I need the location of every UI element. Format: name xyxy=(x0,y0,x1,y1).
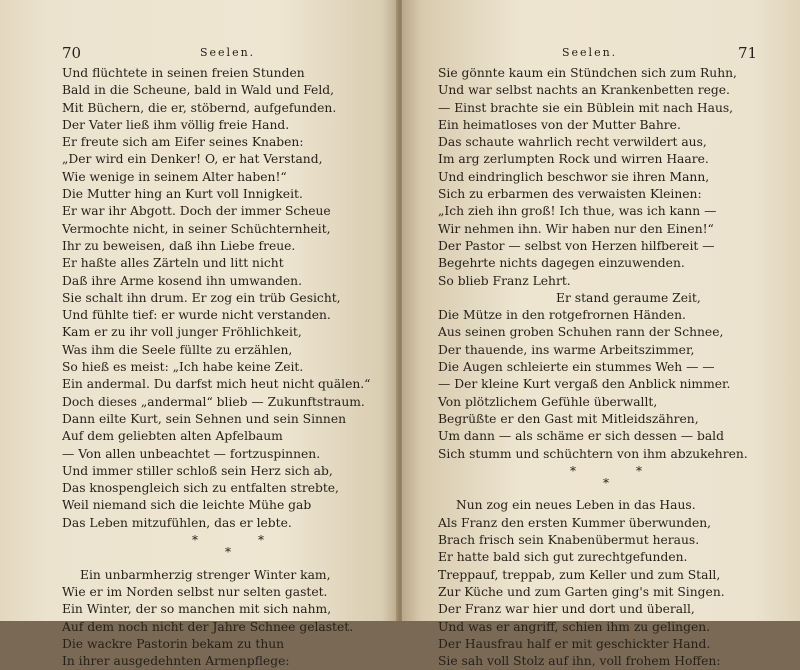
verse-line: Daß ihre Arme kosend ihn umwanden. xyxy=(62,273,302,288)
verse-line: Treppauf, treppab, zum Keller und zum Stall, xyxy=(438,567,721,582)
star-glyph: * xyxy=(258,533,264,548)
verse-line: Zur Küche und zum Garten ging's mit Singen. xyxy=(438,584,725,599)
verse-line: Und was er angriff, schien ihm zu gelingen. xyxy=(438,619,711,634)
verse-line: Sie sah voll Stolz auf ihn, voll frohem Hoffen: xyxy=(438,654,721,669)
verse-line: Begehrte nichts dagegen einzuwenden. xyxy=(438,256,685,271)
verse-line: Ein unbarmherzig strenger Winter kam, xyxy=(80,567,331,582)
verse-line: Auf dem geliebten alten Apfelbaum xyxy=(62,429,283,444)
running-header: Seelen. xyxy=(200,46,256,59)
verse-line: Ein heimatloses von der Mutter Bahre. xyxy=(438,117,681,132)
verse-line: Das knospengleich sich zu entfalten strebte, xyxy=(62,481,339,496)
verse-line: Wie wenige in seinem Alter haben!“ xyxy=(62,169,287,184)
verse-line: Die Mutter hing an Kurt voll Innigkeit. xyxy=(62,187,303,202)
star-glyph: * xyxy=(603,475,609,490)
verse-text xyxy=(62,65,371,670)
verse-line: So blieb Franz Lehrt. xyxy=(438,273,571,288)
verse-line: Und flüchtete in seinen freien Stunden xyxy=(62,66,305,80)
verse-line: Der Pastor — selbst von Herzen hilfbereit — xyxy=(438,238,715,253)
verse-line: Die wackre Pastorin bekam zu thun xyxy=(62,636,285,651)
verse-line: Sie schalt ihn drum. Er zog ein trüb Gesicht, xyxy=(62,290,341,305)
verse-line: „Ich zieh ihn groß! Ich thue, was ich kann — xyxy=(438,204,717,219)
verse-line: Nun zog ein neues Leben in das Haus. xyxy=(456,498,696,513)
verse-line: Dann eilte Kurt, sein Sehnen und sein Sinnen xyxy=(62,411,347,426)
verse-line: Aus seinen groben Schuhen rann der Schnee, xyxy=(438,325,724,340)
left-page xyxy=(0,0,398,669)
verse-line: Der Vater ließ ihm völlig freie Hand. xyxy=(62,117,290,132)
verse-line: In ihrer ausgedehnten Armenpflege: xyxy=(62,654,290,669)
verse-line: Die Mütze in den rotgefrornen Händen. xyxy=(438,308,686,323)
verse-line: Um dann — als schäme er sich dessen — bald xyxy=(438,429,724,444)
section-break-stars xyxy=(62,532,362,567)
verse-line: Ein Winter, der so manchen mit sich nahm, xyxy=(62,602,332,617)
verse-line: — Von allen unbeachtet — fortzuspinnen. xyxy=(62,446,321,461)
verse-line: Brach frisch sein Knabenübermut heraus. xyxy=(438,533,700,548)
verse-line: Bald in die Scheune, bald in Wald und Feld, xyxy=(62,83,335,98)
verse-line: Er haßte alles Zärteln und litt nicht xyxy=(62,256,284,271)
star-glyph: * xyxy=(225,545,231,560)
verse-line: Er freute sich am Eifer seines Knaben: xyxy=(62,135,304,150)
star-glyph: * xyxy=(570,463,576,478)
verse-line: Das schaute wahrlich recht verwildert aus, xyxy=(438,135,707,150)
verse-line: Wie er im Norden selbst nur selten gastet. xyxy=(62,584,328,599)
verse-line: Er stand geraume Zeit, xyxy=(556,290,701,305)
verse-line: Wir nehmen ihn. Wir haben nur den Einen!“ xyxy=(438,221,714,236)
verse-line: Sich zu erbarmen des verwaisten Kleinen: xyxy=(438,187,702,202)
star-glyph: * xyxy=(192,533,198,548)
verse-line: So hieß es meist: „Ich habe keine Zeit. xyxy=(62,360,304,375)
verse-line: Der Franz war hier und dort und überall, xyxy=(438,602,695,617)
verse-line: Sie gönnte kaum ein Stündchen sich zum Ruhn, xyxy=(438,66,737,80)
verse-line: Das Leben mitzufühlen, das er lebte. xyxy=(62,515,292,530)
verse-line: Die Augen schleierte ein stummes Weh — — xyxy=(438,360,715,375)
verse-line: Auf dem noch nicht der Jahre Schnee gelastet. xyxy=(62,619,354,634)
running-header: Seelen. xyxy=(562,46,618,59)
verse-line: Und immer stiller schloß sein Herz sich ab, xyxy=(62,463,333,478)
section-break-stars xyxy=(438,463,738,498)
verse-line: „Der wird ein Denker! O, er hat Verstand, xyxy=(62,152,323,167)
verse-line: — Der kleine Kurt vergaß den Anblick nimmer. xyxy=(438,377,731,392)
verse-line: Kam er zu ihr voll junger Fröhlichkeit, xyxy=(62,325,302,340)
verse-line: Und fühlte tief: er wurde nicht verstanden. xyxy=(62,308,331,323)
verse-line: Weil niemand sich die leichte Mühe gab xyxy=(62,498,312,513)
page-number: 70 xyxy=(62,44,82,62)
verse-line: Der thauende, ins warme Arbeitszimmer, xyxy=(438,342,695,357)
verse-line: Der Hausfrau half er mit geschickter Hand. xyxy=(438,636,711,651)
verse-line: Was ihm die Seele füllte zu erzählen, xyxy=(62,342,293,357)
verse-line: Mit Büchern, die er, stöbernd, aufgefunden. xyxy=(62,100,337,115)
verse-line: — Einst brachte sie ein Büblein mit nach Haus, xyxy=(438,100,734,115)
verse-line: Im arg zerlumpten Rock und wirren Haare. xyxy=(438,152,709,167)
verse-line: Von plötzlichem Gefühle überwallt, xyxy=(438,394,658,409)
verse-line: Als Franz den ersten Kummer überwunden, xyxy=(438,515,712,530)
verse-line: Er war ihr Abgott. Doch der immer Scheue xyxy=(62,204,331,219)
verse-line: Und war selbst nachts an Krankenbetten rege. xyxy=(438,83,730,98)
star-glyph: * xyxy=(636,463,642,478)
verse-line: Ihr zu beweisen, daß ihn Liebe freue. xyxy=(62,238,296,253)
verse-line: Ein andermal. Du darfst mich heut nicht quälen.“ xyxy=(62,377,371,392)
verse-line: Und eindringlich beschwor sie ihren Mann, xyxy=(438,169,710,184)
verse-line: Sich stumm und schüchtern von ihm abzukehren. xyxy=(438,446,748,461)
page-number: 71 xyxy=(738,44,758,62)
verse-line: Vermochte nicht, in seiner Schüchternheit, xyxy=(62,221,331,236)
verse-text xyxy=(438,65,748,670)
verse-line: Er hatte bald sich gut zurechtgefunden. xyxy=(438,550,688,565)
verse-line: Begrüßte er den Gast mit Mitleidszähren, xyxy=(438,411,699,426)
verse-line: Doch dieses „andermal“ blieb — Zukunftstraum. xyxy=(62,394,365,409)
right-page xyxy=(402,0,800,669)
